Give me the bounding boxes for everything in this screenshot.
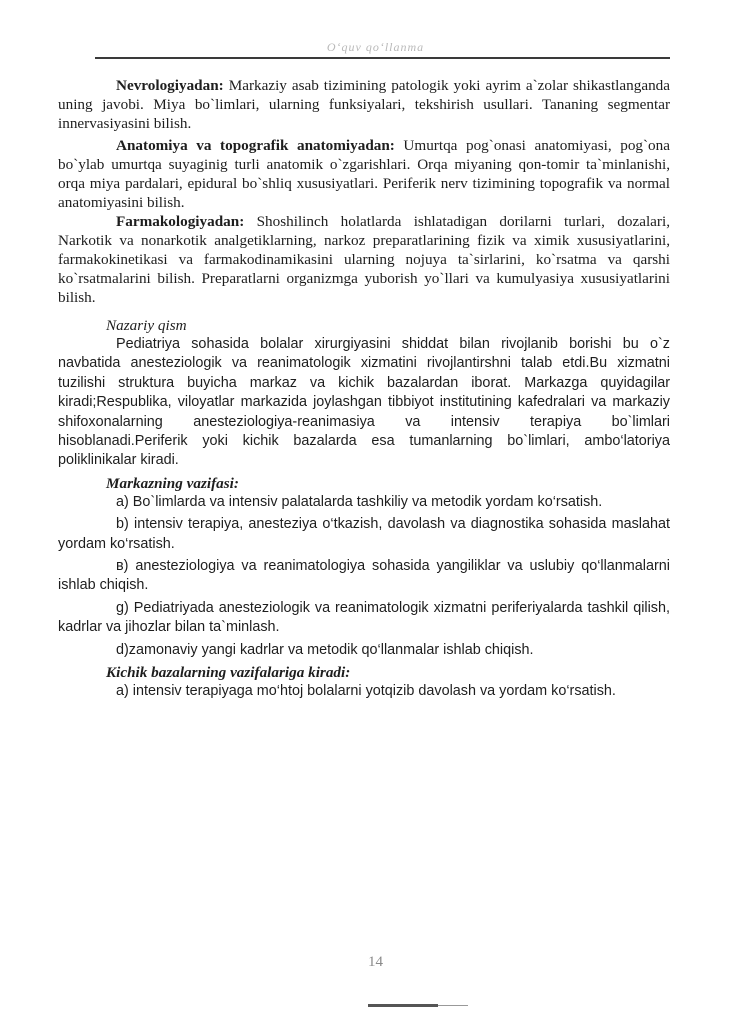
markaz-item: в) anesteziologiya va reanimatologiya sohasida yangiliklar va uslubiy qo‘llanmalarni ishlab chiqish. [58,558,670,594]
page-body [58,76,670,702]
markaz-item: b) intensiv terapiya, anesteziya o‘tkazish, davolash va diagnostika sohasida maslahat yordam ko‘rsatish. [58,516,670,552]
text-anatomiya: Umurtqa pog`onasi anatomiyasi, pog`ona bo`ylab umurtqa suyaginig turli anatomik o`zgarishlari. Orqa miyaning qon-tomir ta`minlanishi, orqa miya pardalari, epidural bo`shliq xususiyatlari. Periferik nerv tizimining topografik va normal anatomiyasini bilish. [58,137,670,211]
paragraph-anatomiya [58,136,670,212]
paragraph-farmakologiya [58,212,670,307]
footer-mark [368,1004,438,1007]
paragraph-nazariy: Pediatriya sohasida bolalar xirurgiyasini shiddat bilan rivojlanib borishi bu o`z navbatida anesteziologik va reanimatologik xizmatini rivojlantirshni talab etdi.Bu xizmatni tuzilishi struktura buyicha markaz va kichik bazalardan iborat. Markazga quyidagilar kiradi;Respublika, viloyatlar markazida joylashgan tibbiyot institutining kafedralari va markaziy shifoxonalarning anesteziologiya-reanimasiya va intensiv terapiya bo`limlari hisoblanadi.Periferik yoki kichik bazalarda esa tumanlarning bo`limlari, ambo‘latoriya poliklinikalar kiradi. [58,336,670,469]
heading-nazariy: Nazariy qism [106,317,187,334]
markaz-item: a) Bo`limlarda va intensiv palatalarda tashkiliy va metodik yordam ko‘rsatish. [116,493,603,510]
paragraph-nevrologiya [58,76,670,133]
lead-farmakologiya: Farmakologiyadan: [116,213,245,230]
page-number: 14 [368,954,383,970]
running-head: Oʻquv qoʻllanma [326,40,425,54]
kichik-item: a) intensiv terapiyaga mo‘htoj bolalarni yotqizib davolash va yordam ko‘rsatish. [116,683,616,700]
markaz-item: g) Pediatriyada anesteziologik va reanimatologik xizmatni periferiyalarda tashkil qilish, kadrlar va jihozlar bilan ta`minlash. [58,599,670,636]
footer-mark-tail [438,1005,468,1006]
text-nevrologiya: Markaziy asab tizimining patologik yoki ayrim a`zolar shikastlanganda uning javobi. Miya bo`limlari, ularning funksiyalari, tekshirish usullari. Tananing segmentar innervasiyasini bilish. [58,77,670,132]
lead-anatomiya: Anatomiya va topografik anatomiyadan: [116,137,395,154]
text-farmakologiya: Shoshilinch holatlarda ishlatadigan dorilarni turlari, dozalari, Narkotik va nonarkotik analgetiklarning, narkoz preparatlarining fizik va ximik xususiyatlarini, farmakokinetikasi va farmakodinamikasini ularning nojuya ta`sirlarini, ko`rsatma va qarshi ko`rsatmalarini bilish. Preparatlarni organizmga yuborish yo`llari va kumulyasiya xususiyatlarini bilish. [58,213,670,306]
markaz-item: d)zamonaviy yangi kadrlar va metodik qo‘llanmalar ishlab chiqish. [116,641,534,658]
lead-nevrologiya: Nevrologiyadan: [116,77,224,94]
header-rule [95,57,670,59]
heading-kichik: Kichik bazalarning vazifalariga kiradi: [106,664,351,682]
heading-markaz: Markazning vazifasi: [106,474,239,492]
